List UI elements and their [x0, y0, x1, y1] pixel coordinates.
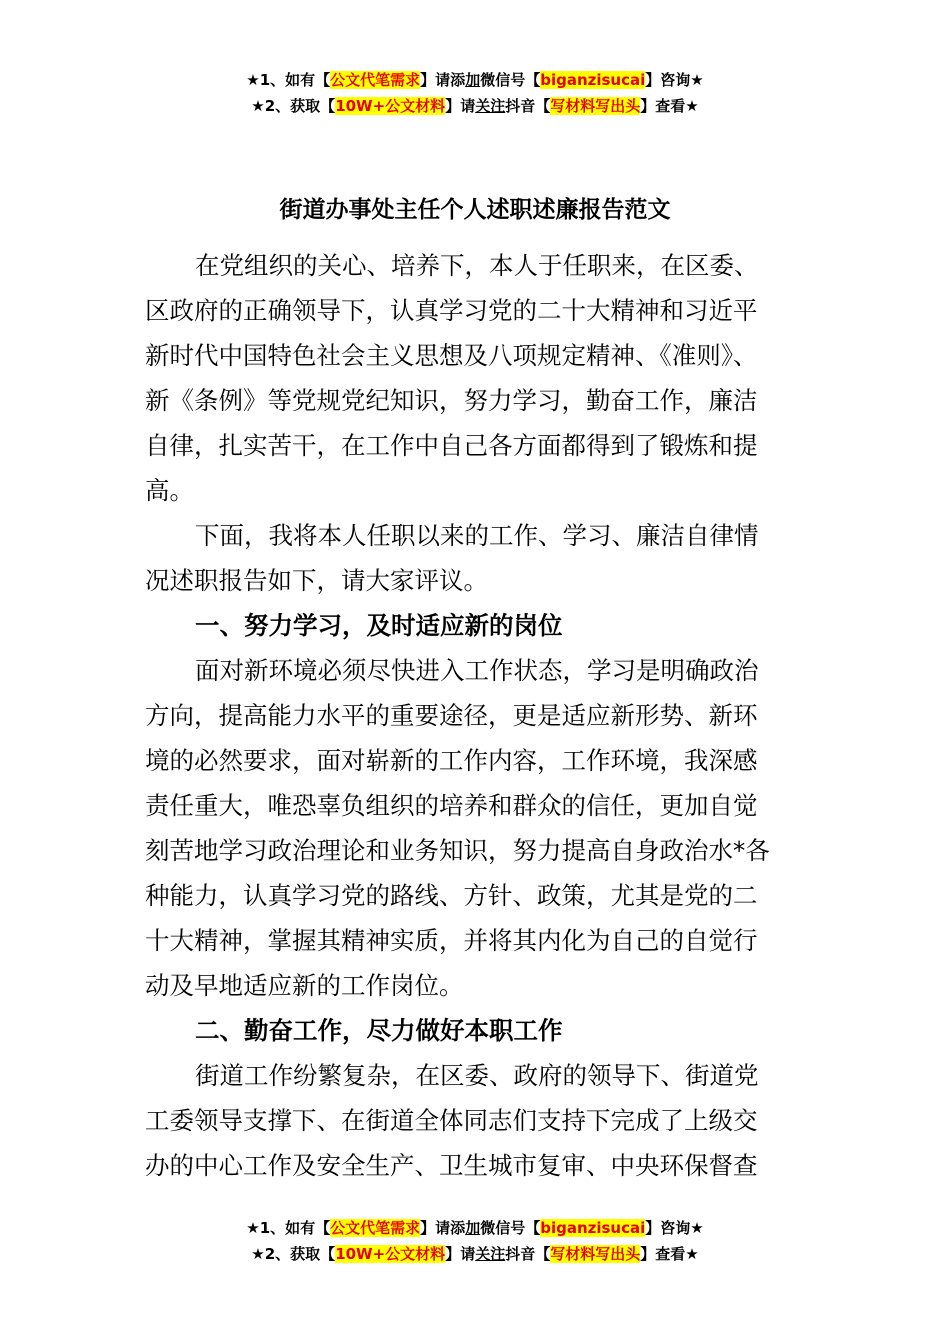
document-body: [145, 243, 805, 1188]
banner-underlined-text: 关注: [475, 97, 506, 115]
banner-text: ★1、如有【: [246, 71, 331, 89]
body-line: 十大精神，掌握其精神实质，并将其内化为自己的自觉行: [145, 926, 758, 955]
banner-underlined-text: 关注: [475, 1245, 506, 1263]
banner-text: ★2、获取【: [251, 97, 336, 115]
banner-text: 】请添: [420, 1219, 466, 1237]
banner-text: 微信号【: [480, 1219, 541, 1237]
body-line: 况述职报告如下，请大家评议。: [145, 566, 488, 595]
body-line: 在党组织的关心、培养下，本人于任职来，在区委、: [195, 251, 759, 280]
banner-text: 】咨询★: [645, 71, 704, 89]
body-line: 新《条例》等党规党纪知识，努力学习，勤奋工作，廉洁: [145, 386, 758, 415]
body-line: 下面，我将本人任职以来的工作、学习、廉洁自律情: [195, 521, 759, 550]
body-line: 动及早地适应新的工作岗位。: [145, 971, 464, 1000]
body-line: 方向，提高能力水平的重要途径，更是适应新形势、新环: [145, 701, 758, 730]
body-line: 自律，扎实苦干，在工作中自己各方面都得到了锻炼和提: [145, 431, 758, 460]
body-line: 刻苦地学习政治理论和业务知识，努力提高自身政治水*各: [145, 836, 770, 865]
bottom-banner: [0, 1215, 950, 1267]
body-line: 新时代中国特色社会主义思想及八项规定精神、《准则》、: [145, 341, 758, 370]
section-heading: 一、努力学习，及时适应新的岗位: [195, 611, 563, 640]
banner-highlight: 公文代笔需求: [330, 71, 421, 89]
banner-text: 抖音【: [505, 97, 551, 115]
body-line: 高。: [145, 476, 194, 505]
top-banner: [0, 67, 950, 119]
banner-text: ★2、获取【: [251, 1245, 336, 1263]
body-line: 办的中心工作及安全生产、卫生城市复审、中央环保督查: [145, 1151, 758, 1180]
banner-highlight: 10W+公文材料: [335, 97, 446, 115]
banner-text: 】请: [445, 97, 476, 115]
banner-line-2: [0, 1241, 950, 1267]
banner-highlight: 写材料写出头: [550, 97, 641, 115]
banner-line-1: [0, 67, 950, 93]
banner-text: 】查看★: [640, 1245, 699, 1263]
banner-text: 】请添: [420, 71, 466, 89]
banner-highlight: 10W+公文材料: [335, 1245, 446, 1263]
body-line: 境的必然要求，面对崭新的工作内容，工作环境，我深感: [145, 746, 758, 775]
body-line: 责任重大，唯恐辜负组织的培养和群众的信任，更加自觉: [145, 791, 758, 820]
body-line: 区政府的正确领导下，认真学习党的二十大精神和习近平: [145, 296, 758, 325]
body-line: 面对新环境必须尽快进入工作状态，学习是明确政治: [195, 656, 759, 685]
banner-line-2: [0, 93, 950, 119]
banner-highlight: 公文代笔需求: [330, 1219, 421, 1237]
banner-text: 微信号【: [480, 71, 541, 89]
banner-text: 抖音【: [505, 1245, 551, 1263]
banner-text: 】查看★: [640, 97, 699, 115]
banner-line-1: [0, 1215, 950, 1241]
banner-highlight: 写材料写出头: [550, 1245, 641, 1263]
section-heading: 二、勤奋工作，尽力做好本职工作: [195, 1016, 563, 1045]
body-line: 工委领导支撑下、在街道全体同志们支持下完成了上级交: [145, 1106, 758, 1135]
banner-underlined-text: 加: [465, 1219, 481, 1237]
banner-highlight: biganzisucai: [540, 71, 646, 89]
body-line: 街道工作纷繁复杂，在区委、政府的领导下、街道党: [195, 1061, 759, 1090]
body-line: 种能力，认真学习党的路线、方针、政策，尤其是党的二: [145, 881, 758, 910]
banner-highlight: biganzisucai: [540, 1219, 646, 1237]
banner-text: 】请: [445, 1245, 476, 1263]
banner-text: 】咨询★: [645, 1219, 704, 1237]
document-title: 街道办事处主任个人述职述廉报告范文: [279, 197, 671, 223]
banner-underlined-text: 加: [465, 71, 481, 89]
banner-text: ★1、如有【: [246, 1219, 331, 1237]
